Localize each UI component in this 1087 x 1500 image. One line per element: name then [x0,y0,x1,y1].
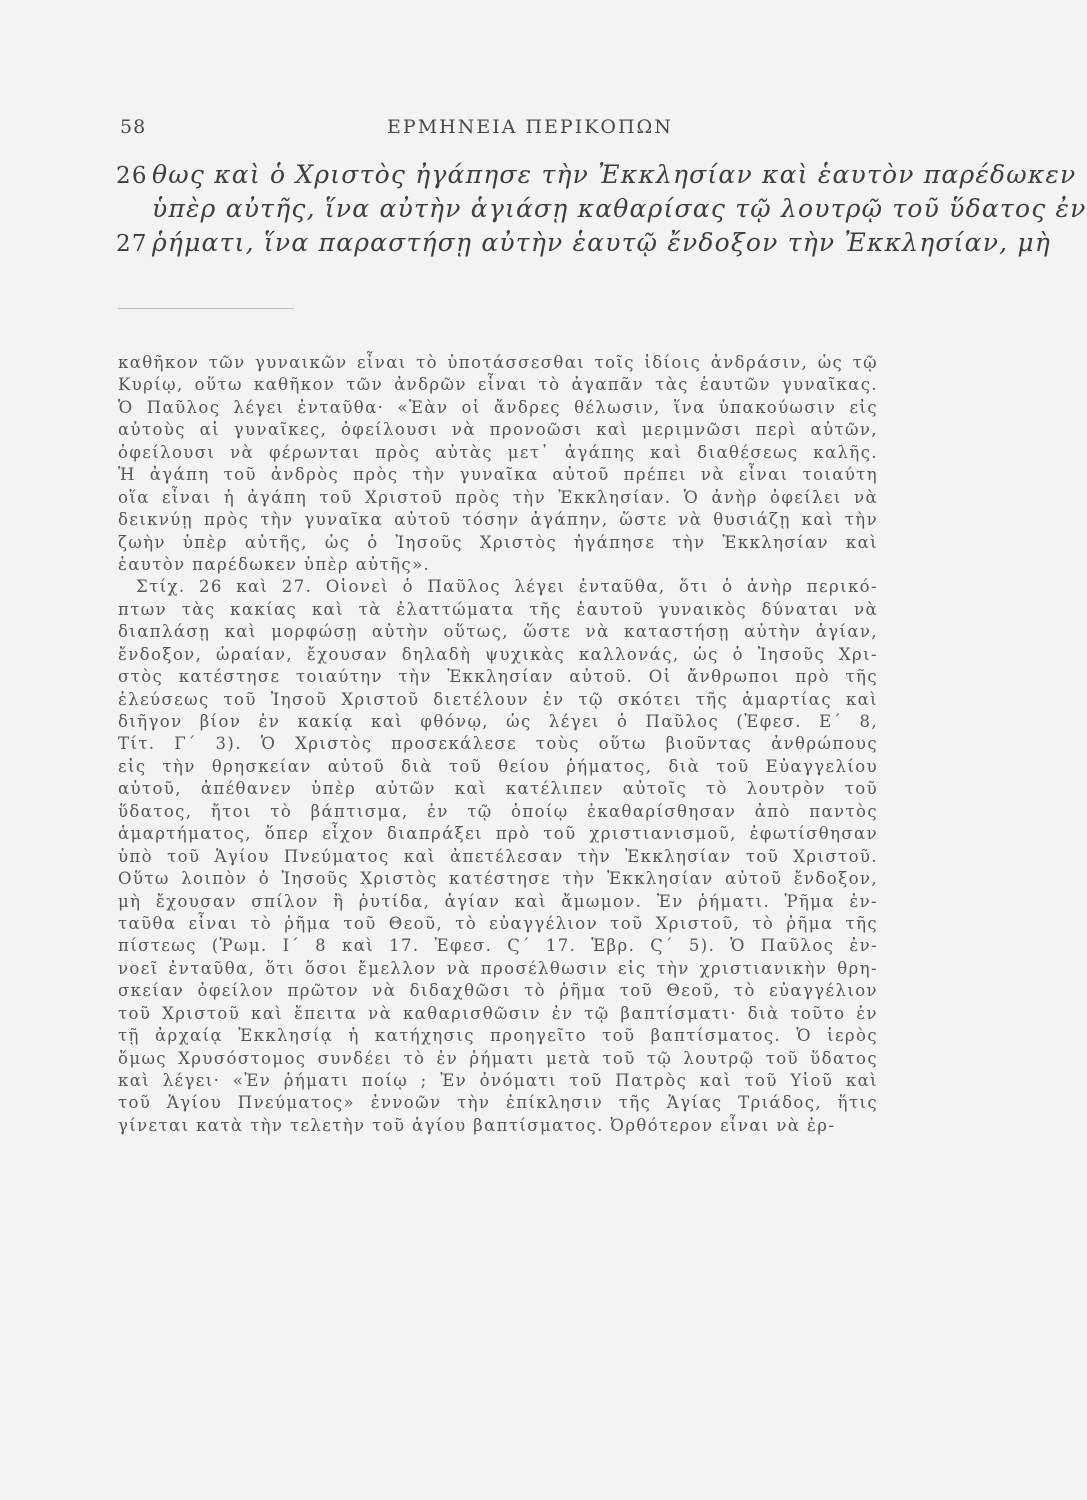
commentary-line: διῆγον βίον ἐν κακίᾳ καὶ φθόνῳ, ὡς λέγει ὁ Παῦλος (Ἐφεσ. Ε΄ 8, [118,712,878,731]
commentary-line: Κυρίῳ, οὕτω καθῆκον τῶν ἀνδρῶν εἶναι τὸ ἀγαπᾶν τὰς ἑαυτῶν γυναῖκας. [118,375,878,395]
verse-number: 27 [116,231,148,257]
verse-line [116,192,1087,226]
page-header [120,116,890,146]
commentary-line: Τίτ. Γ΄ 3). Ὁ Χριστὸς προσεκάλεσε τοὺς οὕτω βιοῦντας ἀνθρώπους [118,734,878,754]
commentary-line: διαπλάσῃ καὶ μορφώσῃ αὐτὴν οὕτως, ὥστε νὰ καταστήσῃ αὐτὴν ἁγίαν, [118,622,878,642]
commentary-line: οἵα εἶναι ἡ ἀγάπη τοῦ Χριστοῦ πρὸς τὴν Ἐκκλησίαν. Ὁ ἀνὴρ ὀφείλει νὰ [118,487,878,507]
commentary-line: καθῆκον τῶν γυναικῶν εἶναι τὸ ὑποτάσσεσθαι τοῖς ἰδίοις ἀνδράσιν, ὡς τῷ [118,353,878,372]
commentary-line: τοῦ Ἁγίου Πνεύματος» ἐννοῶν τὴν ἐπίκλησιν τῆς Ἁγίας Τριάδος, ἥτις [118,1093,878,1113]
commentary-line: τοῦ Χριστοῦ καὶ ἔπειτα νὰ καθαρισθῶσιν ἐν τῷ βαπτίσματι· διὰ τοῦτο ἐν [118,1003,878,1023]
commentary-text [118,352,878,1137]
commentary-line: ἑαυτὸν παρέδωκεν ὑπὲρ αὐτῆς». [118,554,431,574]
verse-line [116,226,1052,260]
commentary-line: πτων τὰς κακίας καὶ τὰ ἐλαττώματα τῆς ἑαυτοῦ γυναικὸς δύναται νὰ [118,599,878,619]
verse-number: 26 [116,163,148,189]
commentary-line: Οὕτω λοιπὸν ὁ Ἰησοῦς Χριστὸς κατέστησε τὴν Ἐκκλησίαν αὐτοῦ ἔνδοξον, [118,869,878,889]
commentary-line: μὴ ἔχουσαν σπίλον ἢ ῥυτίδα, ἁγίαν καὶ ἄμωμον. Ἐν ῥήματι. Ῥῆμα ἐν- [118,891,878,911]
commentary-line: νοεῖ ἐνταῦθα, ὅτι ὅσοι ἔμελλον νὰ προσέλθωσιν εἰς τὴν χριστιανικὴν θρη- [118,958,878,978]
commentary-line: καὶ λέγει· «Ἐν ῥήματι ποίῳ ; Ἐν ὀνόματι τοῦ Πατρὸς καὶ τοῦ Υἱοῦ καὶ [118,1071,878,1090]
commentary-line: στὸς κατέστησε τοιαύτην τὴν Ἐκκλησίαν αὐτοῦ. Οἱ ἄνθρωποι πρὸ τῆς [118,667,878,687]
page-number: 58 [120,116,147,138]
verse-line [116,158,1077,192]
commentary-line: τῇ ἀρχαίᾳ Ἐκκλησίᾳ ἡ κατήχησις προηγεῖτο τοῦ βαπτίσματος. Ὁ ἱερὸς [118,1026,878,1046]
commentary-line: ὀφείλουσι νὰ φέρωνται πρὸς αὐτὰς μετ᾽ ἀγάπης καὶ διαθέσεως καλῆς. [118,442,878,462]
commentary-line: σκείαν ὀφείλον πρῶτον νὰ διδαχθῶσι τὸ ῥῆμα τοῦ Θεοῦ, τὸ εὐαγγέλιον [118,981,878,1001]
commentary-line: ὅμως Χρυσόστομος συνδέει τὸ ἐν ῥήματι μετὰ τοῦ τῷ λουτρῷ τοῦ ὕδατος [118,1048,878,1068]
commentary-line: εἰς τὴν θρησκείαν αὐτοῦ διὰ τοῦ θείου ῥήματος, διὰ τοῦ Εὐαγγελίου [118,756,878,776]
verse-text: ὑπὲρ αὐτῆς, ἵνα αὐτὴν ἁγιάσῃ καθαρίσας τῷ λουτρῷ τοῦ ὕδατος ἐν [152,194,1087,223]
commentary-line: ταῦθα εἶναι τὸ ῥῆμα τοῦ Θεοῦ, τὸ εὐαγγέλιον τοῦ Χριστοῦ, τὸ ῥῆμα τῆς [118,913,878,933]
commentary-line: δεικνύῃ πρὸς τὴν γυναῖκα αὐτοῦ τόσην ἀγάπην, ὥστε νὰ θυσιάζῃ καὶ τὴν [118,510,878,530]
commentary-line: αὐτοῦ, ἀπέθανεν ὑπὲρ αὐτῶν καὶ κατέλιπεν αὐτοῖς τὸ λουτρὸν τοῦ [118,779,878,799]
commentary-line: ἐλεύσεως τοῦ Ἰησοῦ Χριστοῦ διετέλουν ἐν τῷ σκότει τῆς ἁμαρτίας καὶ [118,689,878,709]
section-divider [118,308,294,309]
commentary-line: ἁμαρτήματος, ὅπερ εἶχον διαπράξει πρὸ τοῦ χριστιανισμοῦ, ἐφωτίσθησαν [118,824,878,844]
commentary-line: Στίχ. 26 καὶ 27. Οἱονεὶ ὁ Παῦλος λέγει ἐνταῦθα, ὅτι ὁ ἀνὴρ περικό- [136,577,878,597]
commentary-line: Ἡ ἀγάπη τοῦ ἀνδρὸς πρὸς τὴν γυναῖκα αὐτοῦ πρέπει νὰ εἶναι τοιαύτη [118,465,878,485]
commentary-line: γίνεται κατὰ τὴν τελετὴν τοῦ ἁγίου βαπτίσματος. Ὀρθότερον εἶναι νὰ ἐρ- [118,1115,836,1135]
commentary-line: ὑπὸ τοῦ Ἁγίου Πνεύματος καὶ ἀπετέλεσαν τὴν Ἐκκλησίαν τοῦ Χριστοῦ. [118,846,878,866]
commentary-line: αὐτοὺς αἱ γυναῖκες, ὀφείλουσι νὰ προνοῶσι καὶ μεριμνῶσι περὶ αὐτῶν, [118,420,878,440]
commentary-line: ζωὴν ὑπὲρ αὐτῆς, ὡς ὁ Ἰησοῦς Χριστὸς ἠγάπησε τὴν Ἐκκλησίαν καὶ [118,532,878,552]
scripture-verses [116,158,1087,260]
running-title: ΕΡΜΗΝΕΙΑ ΠΕΡΙΚΟΠΩΝ [387,116,673,138]
commentary-line: πίστεως (Ῥωμ. Ι΄ 8 καὶ 17. Ἐφεσ. Ϛ΄ 17. Ἑβρ. Ϛ΄ 5). Ὁ Παῦλος ἐν- [118,936,878,956]
commentary-line: ἔνδοξον, ὡραίαν, ἔχουσαν δηλαδὴ ψυχικὰς καλλονάς, ὡς ὁ Ἰησοῦς Χρι- [118,644,878,664]
verse-text: ῥήματι, ἵνα παραστήσῃ αὐτὴν ἑαυτῷ ἔνδοξον τὴν Ἐκκλησίαν, μὴ [152,228,1052,257]
commentary-line: ὕδατος, ἤτοι τὸ βάπτισμα, ἐν τῷ ὁποίῳ ἐκαθαρίσθησαν ἀπὸ παντὸς [118,801,878,821]
commentary-line: Ὁ Παῦλος λέγει ἐνταῦθα· «Ἐὰν οἱ ἄνδρες θέλωσιν, ἵνα ὑπακούωσιν εἰς [118,397,878,417]
verse-text: θως καὶ ὁ Χριστὸς ἠγάπησε τὴν Ἐκκλησίαν καὶ ἑαυτὸν παρέδωκεν [152,160,1077,189]
